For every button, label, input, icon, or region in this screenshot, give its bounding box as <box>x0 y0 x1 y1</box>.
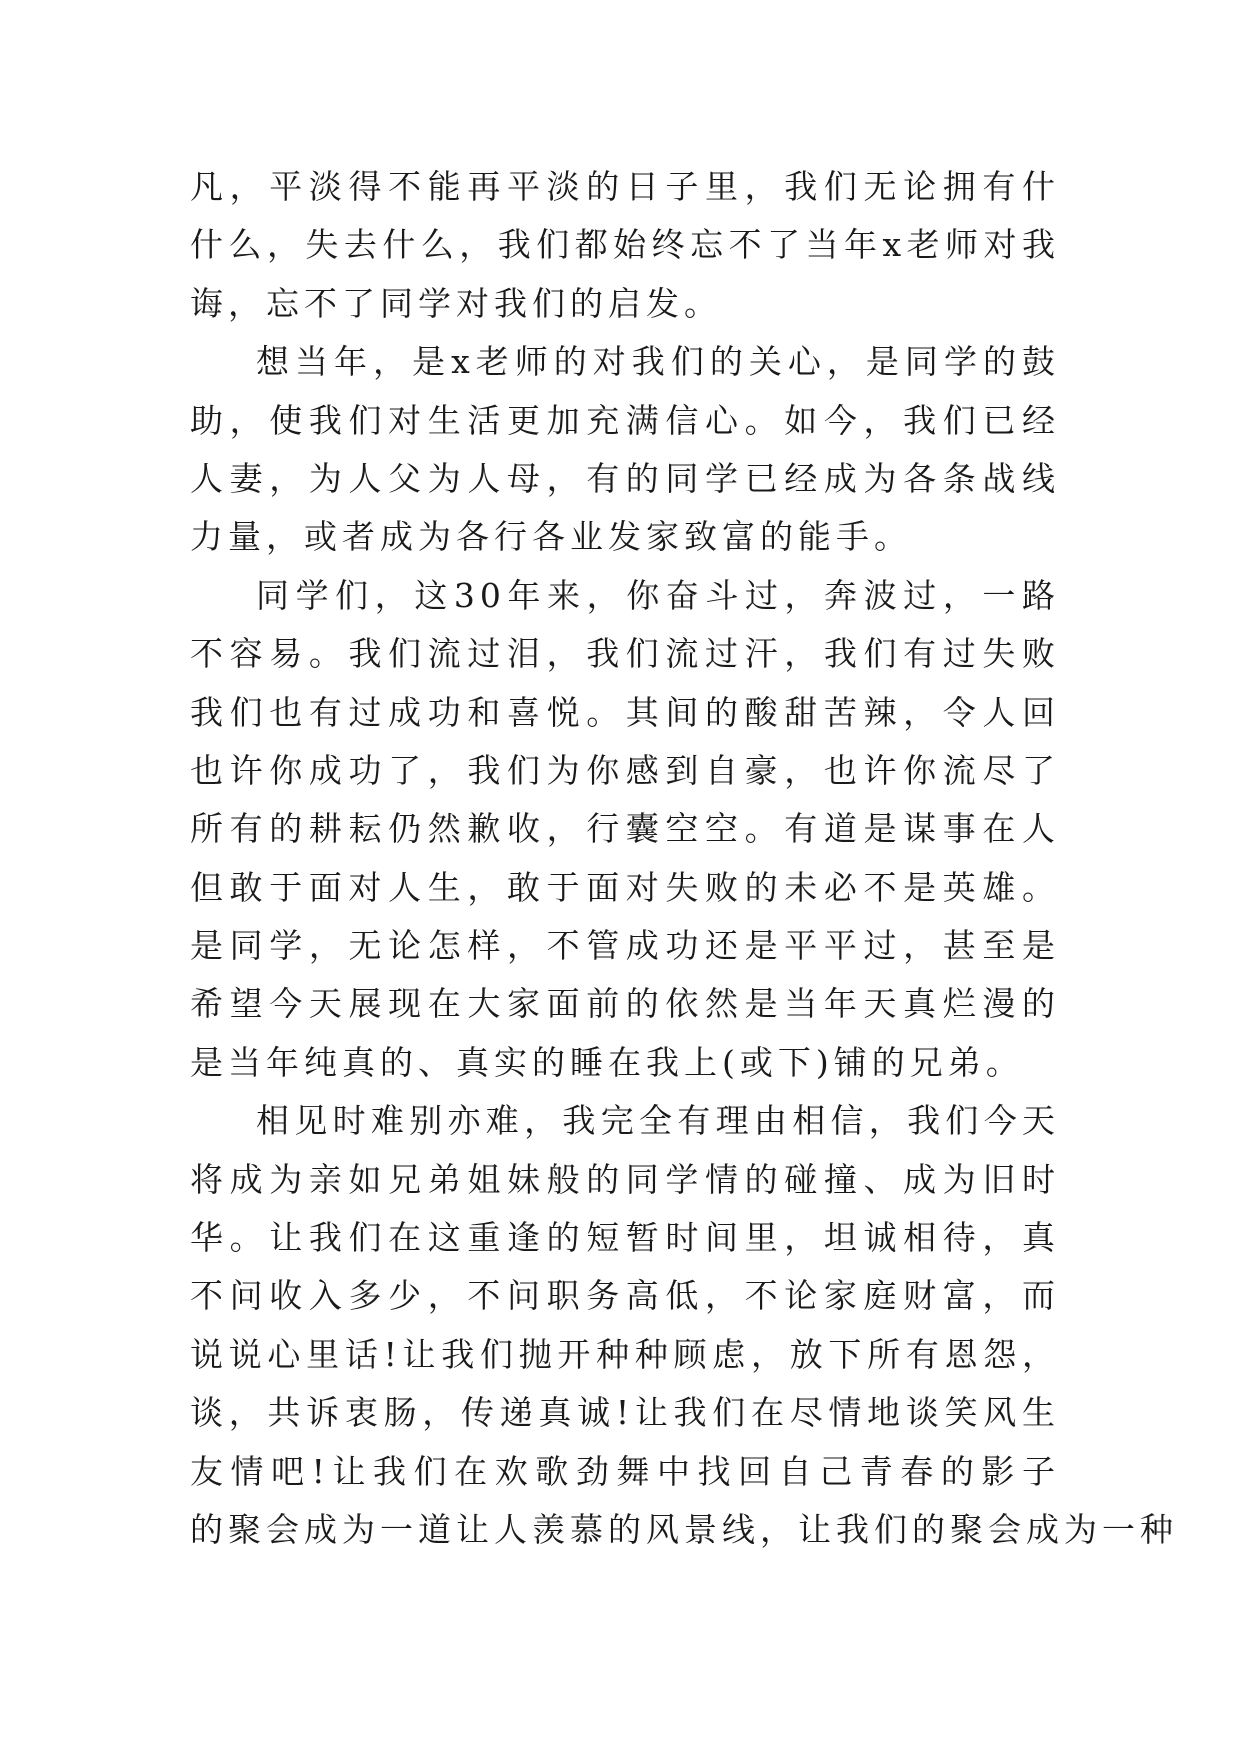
text-line: 华。让我们在这重逢的短暂时间里，坦诚相待，真 <box>190 1218 1060 1258</box>
paragraph <box>190 567 1060 1093</box>
text-line: 也许你成功了，我们为你感到自豪，也许你流尽了 <box>190 750 1060 790</box>
paragraph <box>190 158 1060 333</box>
text-line: 是当年纯真的、真实的睡在我上(或下)铺的兄弟。 <box>190 1042 1024 1082</box>
document-body <box>190 158 1178 1559</box>
text-line: 所有的耕耘仍然歉收，行囊空空。有道是谋事在人 <box>190 809 1060 849</box>
text-line: 凡，平淡得不能再平淡的日子里，我们无论拥有什 <box>190 167 1060 206</box>
text-line: 友情吧!让我们在欢歌劲舞中找回自己青春的影子 <box>190 1451 1060 1491</box>
text-line: 人妻，为人父为人母，有的同学已经成为各条战线 <box>190 458 1060 498</box>
text-line: 的聚会成为一道让人羡慕的风景线，让我们的聚会成为一种 <box>190 1509 1178 1549</box>
text-line: 相见时难别亦难，我完全有理由相信，我们今天 <box>256 1101 1060 1141</box>
text-line: 我们也有过成功和喜悦。其间的酸甜苦辣，令人回 <box>190 692 1060 732</box>
text-line: 同学们，这30年来，你奋斗过，奔波过，一路 <box>256 575 1060 615</box>
text-line: 什么，失去什么，我们都始终忘不了当年x老师对我 <box>190 225 1060 265</box>
text-line: 但敢于面对人生，敢于面对失败的未必不是英雄。 <box>190 867 1060 907</box>
text-line: 助，使我们对生活更加充满信心。如今，我们已经 <box>190 400 1060 440</box>
text-line: 是同学，无论怎样，不管成功还是平平过，甚至是 <box>190 926 1060 966</box>
text-line: 力量，或者成为各行各业发家致富的能手。 <box>190 517 912 557</box>
text-line: 希望今天展现在大家面前的依然是当年天真烂漫的 <box>190 984 1060 1024</box>
paragraph <box>190 1092 1178 1559</box>
text-line: 谈，共诉衷肠，传递真诚!让我们在尽情地谈笑风生 <box>190 1393 1060 1433</box>
text-line: 说说心里话!让我们抛开种种顾虑，放下所有恩怨， <box>190 1334 1060 1374</box>
text-line: 不容易。我们流过泪，我们流过汗，我们有过失败 <box>190 634 1060 674</box>
text-line: 想当年，是x老师的对我们的关心，是同学的鼓 <box>256 342 1060 382</box>
text-line: 不问收入多少，不问职务高低，不论家庭财富，而 <box>190 1276 1060 1316</box>
paragraph <box>190 333 1060 567</box>
text-line: 将成为亲如兄弟姐妹般的同学情的碰撞、成为旧时 <box>190 1159 1060 1199</box>
text-line: 诲，忘不了同学对我们的启发。 <box>190 283 722 323</box>
